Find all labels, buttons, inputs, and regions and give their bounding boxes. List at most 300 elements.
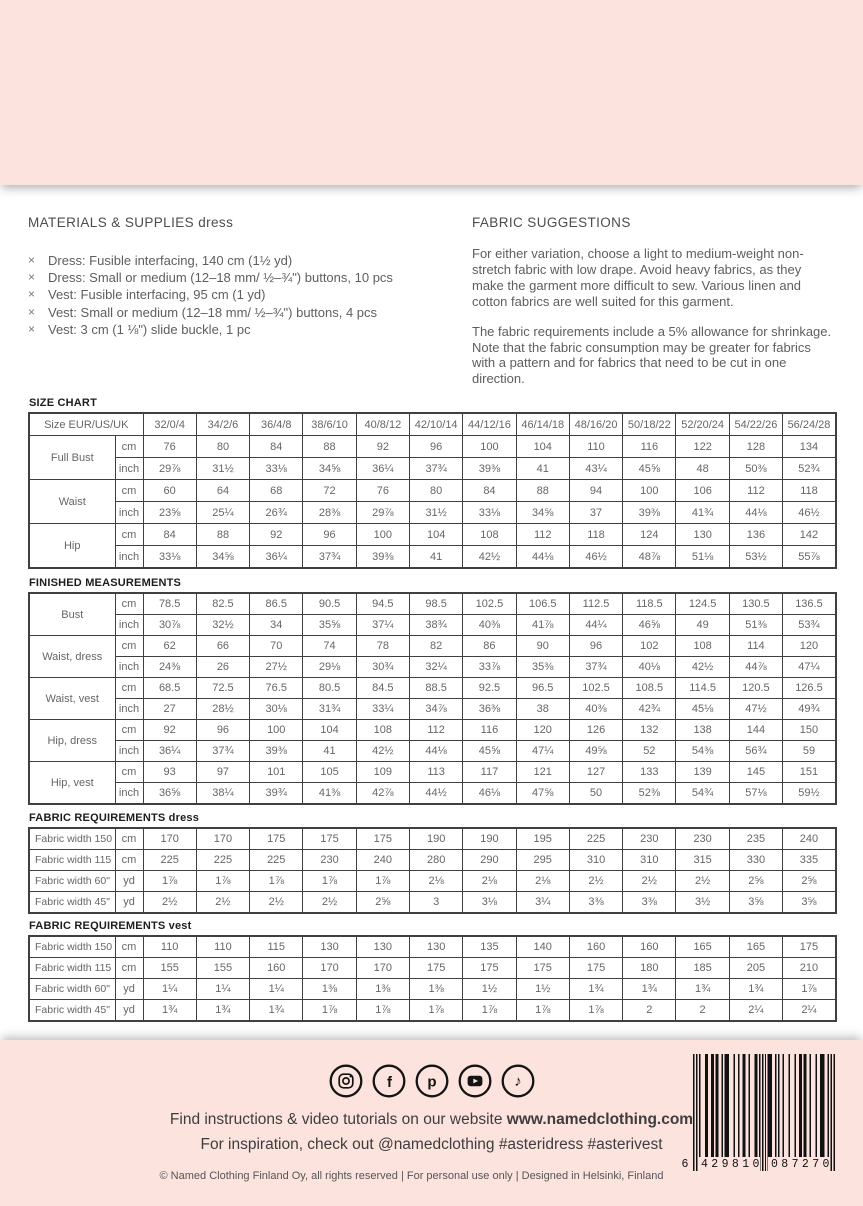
bullet-x-icon: × [28,304,36,319]
cell: 44⅛ [729,502,782,524]
cell: 80 [196,436,249,458]
cell: 126.5 [783,678,836,699]
cell: 2½ [143,892,196,914]
table-row [29,979,836,1000]
fabric-requirements-vest-title: FABRIC REQUIREMENTS vest [29,920,192,932]
materials-item-text: Vest: Small or medium (12–18 mm/ ½–¾") buttons, 4 pcs [48,304,378,320]
cell: 185 [676,958,729,979]
cell: 170 [303,958,356,979]
cell: 113 [409,762,462,783]
cell: 2½ [303,892,356,914]
unit-label: inch [115,699,143,720]
fabric-requirements-table [28,827,837,914]
cell: 30¾ [356,657,409,678]
cell: 35⅜ [516,657,569,678]
materials-item [28,286,472,303]
unit-label: inch [115,546,143,569]
cell: 44½ [409,783,462,805]
cell: 112 [409,720,462,741]
cell: 290 [463,850,516,871]
fabric-suggestions-section [472,215,835,387]
cell: 49 [676,615,729,636]
instagram-icon [329,1064,363,1098]
size-header-cell: 52/20/24 [676,413,729,436]
materials-item [28,321,472,338]
cell: 78 [356,636,409,657]
cell: 108 [676,636,729,657]
cell: 106 [676,480,729,502]
cell: 45⅝ [623,458,676,480]
cell: 86 [463,636,516,657]
svg-text:p: p [426,1073,437,1091]
materials-item-text: Dress: Fusible interfacing, 140 cm (1½ yd) [48,253,293,268]
cell: 175 [356,828,409,850]
cell: 68 [250,480,303,502]
cell: 41 [410,546,463,569]
cell: 36¼ [143,741,196,762]
cell: 114.5 [676,678,729,699]
cell: 59 [783,741,836,762]
cell: 144 [729,720,782,741]
table-row [29,636,836,657]
row-label: Fabric width 45" [29,892,115,914]
unit-label: yd [115,892,143,914]
content-area [0,185,863,1040]
row-label: Fabric width 115 [29,958,115,979]
cell: 1½ [516,979,569,1000]
cell: 32½ [196,615,249,636]
cell: 45⅝ [463,741,516,762]
size-header-cell: 56/24/28 [783,413,836,436]
cell: 39⅜ [623,502,676,524]
fabric-requirements-vest-table [28,935,835,1022]
cell: 108 [356,720,409,741]
table-row [29,593,836,615]
cell: 86.5 [250,593,303,615]
cell: 1⅞ [783,979,836,1000]
cell: 44⅞ [729,657,782,678]
cell: 72.5 [196,678,249,699]
cell: 335 [783,850,836,871]
finished-measurements-table [28,592,835,805]
cell: 160 [250,958,303,979]
cell: 205 [729,958,782,979]
cell: 47⅝ [516,783,569,805]
cell: 235 [729,828,782,850]
size-header-cell: 36/4/8 [250,413,303,436]
cell: 41⅞ [516,615,569,636]
cell: 23⅝ [143,502,196,524]
cell: 210 [783,958,836,979]
table-row [29,524,836,546]
cell: 59½ [783,783,836,805]
unit-label: cm [115,762,143,783]
size-header-cell: 34/2/6 [196,413,249,436]
unit-label: inch [115,783,143,805]
unit-label: inch [115,657,143,678]
cell: 1⅞ [409,1000,462,1022]
cell: 1⅞ [569,1000,622,1022]
unit-label: cm [115,593,143,615]
cell: 330 [729,850,782,871]
cell: 2½ [676,871,729,892]
cell: 1¾ [676,979,729,1000]
cell: 33⅞ [463,657,516,678]
cell: 84 [250,436,303,458]
cell: 140 [516,936,569,958]
cell: 2¼ [783,1000,836,1022]
cell: 56¾ [729,741,782,762]
cell: 102 [623,636,676,657]
cell: 46½ [783,502,836,524]
cell: 1⅞ [303,871,356,892]
cell: 76 [356,480,409,502]
cell: 96.5 [516,678,569,699]
cell: 100 [356,524,409,546]
table-row [29,480,836,502]
cell: 51⅛ [676,546,729,569]
unit-label: inch [115,615,143,636]
cell: 1¼ [196,979,249,1000]
cell: 2 [676,1000,729,1022]
cell: 1⅞ [143,871,196,892]
cell: 43¼ [569,458,622,480]
cell: 39⅜ [250,741,303,762]
cell: 42½ [676,657,729,678]
cell: 28½ [196,699,249,720]
cell: 28⅜ [303,502,356,524]
cell: 100 [623,480,676,502]
cell: 88 [516,480,569,502]
cell: 29⅞ [143,458,196,480]
svg-text:f: f [386,1074,392,1091]
cell: 47½ [729,699,782,720]
cell: 50 [569,783,622,805]
cell: 225 [143,850,196,871]
cell: 37¼ [356,615,409,636]
cell: 135 [463,936,516,958]
footer-band [0,1040,863,1206]
cell: 105 [303,762,356,783]
cell: 295 [516,850,569,871]
cell: 60 [143,480,196,502]
cell: 136 [729,524,782,546]
cell: 51⅜ [729,615,782,636]
materials-item [28,304,472,321]
cell: 52¾ [783,458,836,480]
cell: 1⅞ [303,1000,356,1022]
cell: 97 [196,762,249,783]
cell: 68.5 [143,678,196,699]
cell: 55⅞ [783,546,836,569]
unit-label: cm [115,850,143,871]
size-header-label: Size EUR/US/UK [29,413,143,436]
cell: 3½ [676,892,729,914]
measurement-table [28,592,837,805]
cell: 76.5 [250,678,303,699]
cell: 32¼ [409,657,462,678]
cell: 116 [463,720,516,741]
table-row [29,871,836,892]
cell: 102.5 [463,593,516,615]
table-row [29,958,836,979]
row-label: Fabric width 150 [29,936,115,958]
cell: 110 [143,936,196,958]
cell: 102.5 [569,678,622,699]
cell: 64 [196,480,249,502]
cell: 37¾ [569,657,622,678]
cell: 2¼ [729,1000,782,1022]
cell: 29⅞ [356,502,409,524]
cell: 120 [516,720,569,741]
materials-item-text: Vest: 3 cm (1 ⅛") slide buckle, 1 pc [48,321,251,337]
intro-columns [28,215,835,387]
table-row [29,762,836,783]
cell: 130 [356,936,409,958]
cell: 120 [783,636,836,657]
cell: 37¾ [196,741,249,762]
cell: 315 [676,850,729,871]
row-label: Fabric width 115 [29,850,115,871]
cell: 130.5 [729,593,782,615]
cell: 74 [303,636,356,657]
cell: 41 [303,741,356,762]
fabric-suggestions-paragraph: For either variation, choose a light to medium-weight non-stretch fabric with low drape. Avoid heavy fabrics, as they make the garment more difficult to sew. Various linen and cotton fabrics are well suited for this garment. [472,246,804,309]
row-label: Fabric width 60" [29,979,115,1000]
cell: 127 [569,762,622,783]
cell: 180 [623,958,676,979]
cell: 48 [676,458,729,480]
table-row [29,783,836,805]
cell: 37¾ [410,458,463,480]
cell: 30⅞ [143,615,196,636]
unit-label: yd [115,871,143,892]
cell: 175 [516,958,569,979]
cell: 34⅝ [516,502,569,524]
cell: 110 [569,436,622,458]
cell: 114 [729,636,782,657]
table-row [29,741,836,762]
cell: 1⅞ [196,871,249,892]
cell: 49⅝ [569,741,622,762]
cell: 38¾ [409,615,462,636]
cell: 240 [356,850,409,871]
cell: 94.5 [356,593,409,615]
cell: 1⅞ [356,871,409,892]
barcode-digit-first: 6 [681,1158,689,1171]
cell: 57⅛ [729,783,782,805]
cell: 1¾ [250,1000,303,1022]
materials-title: MATERIALS & SUPPLIES dress [28,215,234,230]
unit-label: cm [115,936,143,958]
unit-label: cm [115,436,143,458]
cell: 34⅝ [303,458,356,480]
cell: 96 [303,524,356,546]
unit-label: cm [115,524,143,546]
materials-item-text: Vest: Fusible interfacing, 95 cm (1 yd) [48,287,266,303]
unit-label: yd [115,1000,143,1022]
unit-label: cm [115,720,143,741]
cell: 50⅜ [729,458,782,480]
cell: 109 [356,762,409,783]
cell: 2⅝ [729,871,782,892]
cell: 92 [143,720,196,741]
cell: 92 [250,524,303,546]
footer-copyright: © Named Clothing Finland Oy, all rights reserved | For personal use only | Designed in Helsinki, Finland [159,1170,664,1182]
cell: 2½ [250,892,303,914]
table-row [29,678,836,699]
cell: 108 [463,524,516,546]
cell: 26¾ [250,502,303,524]
materials-item [28,269,472,286]
table-row [29,502,836,524]
table-row [29,1000,836,1022]
barcode-digits-left: 429810 [698,1157,760,1172]
row-label: Waist [29,480,115,524]
cell: 310 [569,850,622,871]
row-label: Waist, dress [29,636,115,678]
cell: 42⅞ [356,783,409,805]
cell: 155 [143,958,196,979]
table-row [29,436,836,458]
cell: 142 [783,524,836,546]
cell: 33⅛ [143,546,196,569]
cell: 310 [623,850,676,871]
footer-website-text: Find instructions & video tutorials on our website [169,1111,507,1128]
cell: 3⅛ [463,892,516,914]
fabric-suggestions-title: FABRIC SUGGESTIONS [472,215,631,230]
cell: 151 [783,762,836,783]
cell: 44⅛ [409,741,462,762]
cell: 118.5 [623,593,676,615]
cell: 33⅛ [463,502,516,524]
cell: 175 [463,958,516,979]
cell: 104 [410,524,463,546]
cell: 139 [676,762,729,783]
cell: 88 [303,436,356,458]
cell: 39¾ [250,783,303,805]
table-row [29,828,836,850]
cell: 170 [196,828,249,850]
cell: 78.5 [143,593,196,615]
cell: 121 [516,762,569,783]
footer-website-url: www.namedclothing.com [506,1111,694,1128]
cell: 230 [676,828,729,850]
cell: 31¾ [303,699,356,720]
cell: 44⅛ [516,546,569,569]
cell: 2⅛ [409,871,462,892]
cell: 175 [303,828,356,850]
cell: 94 [569,480,622,502]
cell: 25¼ [196,502,249,524]
size-header-cell: 50/18/22 [623,413,676,436]
cell: 3⅝ [729,892,782,914]
unit-label: inch [115,458,143,480]
cell: 46⅛ [463,783,516,805]
row-label: Bust [29,593,115,636]
cell: 66 [196,636,249,657]
cell: 126 [569,720,622,741]
cell: 2½ [569,871,622,892]
cell: 96 [410,436,463,458]
cell: 96 [569,636,622,657]
cell: 175 [250,828,303,850]
cell: 145 [729,762,782,783]
table-row [29,699,836,720]
table-row [29,657,836,678]
cell: 104 [516,436,569,458]
cell: 2½ [623,871,676,892]
cell: 120.5 [729,678,782,699]
cell: 225 [250,850,303,871]
cell: 108.5 [623,678,676,699]
unit-label: yd [115,979,143,1000]
size-header-cell: 32/0/4 [143,413,196,436]
cell: 130 [676,524,729,546]
measurement-table [28,412,837,569]
cell: 80.5 [303,678,356,699]
fabric-requirements-dress-title: FABRIC REQUIREMENTS dress [29,812,200,824]
cell: 175 [783,936,836,958]
bullet-x-icon: × [28,253,36,267]
cell: 170 [356,958,409,979]
cell: 88.5 [409,678,462,699]
cell: 42¾ [623,699,676,720]
cell: 41¾ [676,502,729,524]
cell: 92.5 [463,678,516,699]
cell: 115 [250,936,303,958]
tiktok-icon [501,1064,535,1098]
cell: 36⅜ [463,699,516,720]
cell: 1⅜ [303,979,356,1000]
cell: 90.5 [303,593,356,615]
cell: 42½ [463,546,516,569]
footer-hashtags-line: For inspiration, check out @namedclothing #asteridress #asterivest [200,1136,663,1153]
cell: 116 [623,436,676,458]
cell: 1⅞ [250,871,303,892]
cell: 2 [623,1000,676,1022]
size-chart-title: SIZE CHART [29,397,97,409]
cell: 46⅝ [623,615,676,636]
row-label: Fabric width 150 [29,828,115,850]
size-header-cell: 48/16/20 [569,413,622,436]
cell: 3⅜ [569,892,622,914]
cell: 52 [623,741,676,762]
cell: 118 [783,480,836,502]
cell: 133 [623,762,676,783]
cell: 36¼ [356,458,409,480]
cell: 37 [569,502,622,524]
barcode-digits-right: 087270 [768,1157,830,1172]
cell: 1¼ [250,979,303,1000]
cell: 110 [196,936,249,958]
cell: 36¼ [250,546,303,569]
fabric-suggestions-text [472,246,835,387]
cell: 47¼ [783,657,836,678]
cell: 93 [143,762,196,783]
cell: 45⅛ [676,699,729,720]
materials-section [28,215,472,383]
cell: 2⅛ [516,871,569,892]
materials-list [28,252,472,338]
cell: 100 [250,720,303,741]
cell: 88 [196,524,249,546]
materials-item [28,252,472,269]
cell: 230 [623,828,676,850]
cell: 132 [623,720,676,741]
cell: 72 [303,480,356,502]
cell: 1¾ [623,979,676,1000]
